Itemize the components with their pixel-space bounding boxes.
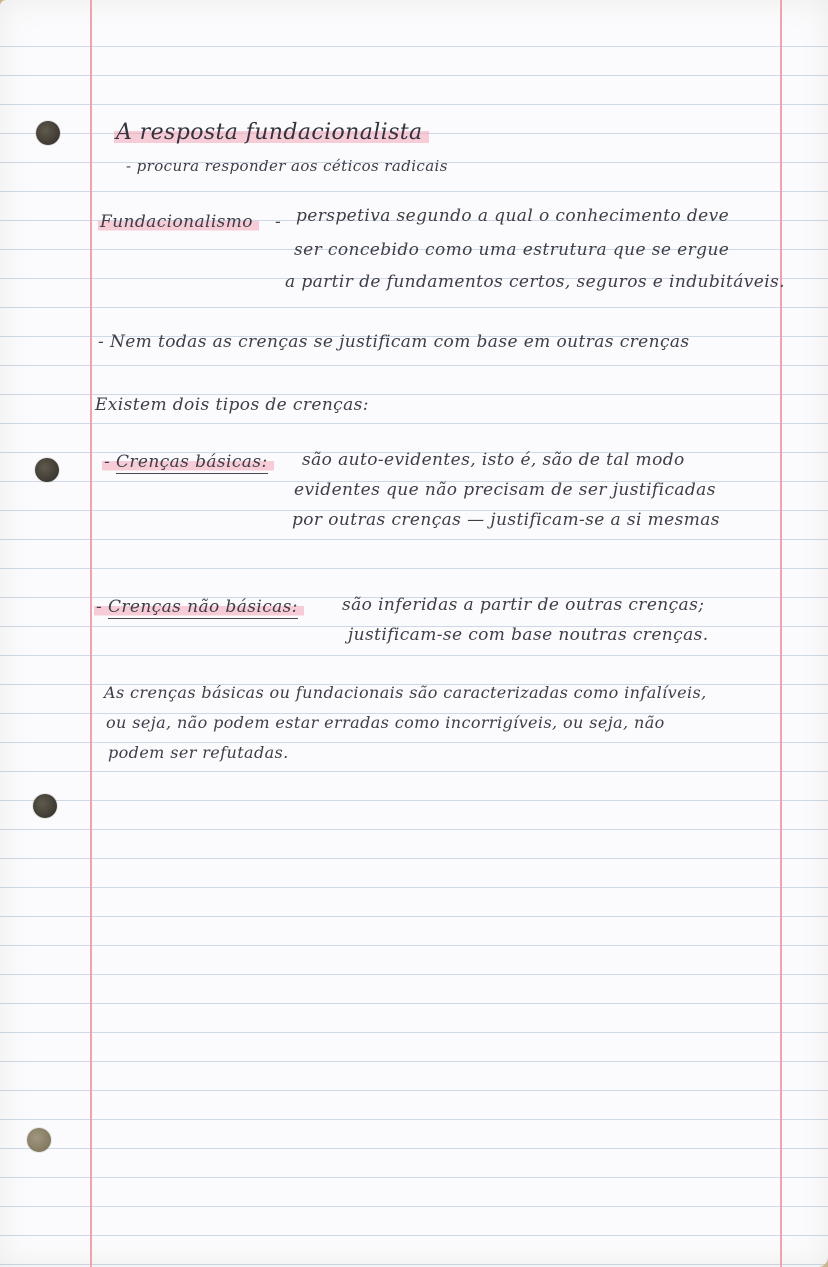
conclusion-line: ou seja, não podem estar erradas como incorrigíveis, ou seja, não bbox=[106, 713, 665, 732]
page-title bbox=[114, 120, 429, 145]
basic-beliefs-line: por outras crenças — justificam-se a si mesmas bbox=[292, 510, 720, 530]
basic-beliefs-highlight bbox=[102, 452, 274, 472]
conclusion-line: As crenças básicas ou fundacionais são caracterizadas como infalíveis, bbox=[104, 683, 707, 702]
basic-beliefs-line: evidentes que não precisam de ser justificadas bbox=[294, 480, 716, 500]
left-margin-line bbox=[90, 0, 92, 1267]
non-basic-beliefs-line: são inferidas a partir de outras crenças; bbox=[342, 595, 705, 615]
claim-text: - Nem todas as crenças se justificam com base em outras crenças bbox=[98, 332, 690, 352]
basic-beliefs-heading bbox=[102, 452, 274, 472]
non-basic-beliefs-dash: - bbox=[96, 597, 103, 617]
basic-beliefs-line: são auto-evidentes, isto é, são de tal modo bbox=[302, 450, 685, 470]
definition-dash: - bbox=[275, 212, 282, 232]
binder-hole bbox=[27, 1128, 51, 1152]
definition-term-text: Fundacionalismo bbox=[98, 212, 259, 232]
page-title-text: A resposta fundacionalista bbox=[114, 120, 429, 145]
binder-hole bbox=[33, 794, 57, 818]
basic-beliefs-term: Crenças básicas: bbox=[115, 452, 268, 472]
definition-line: ser concebido como uma estrutura que se ergue bbox=[294, 240, 730, 260]
non-basic-beliefs-term: Crenças não básicas: bbox=[107, 597, 298, 617]
non-basic-beliefs-heading bbox=[94, 597, 304, 617]
binder-hole bbox=[35, 458, 59, 482]
page-subtitle: - procura responder aos céticos radicais bbox=[126, 157, 448, 175]
non-basic-beliefs-line: justificam-se com base noutras crenças. bbox=[348, 625, 709, 645]
types-intro: Existem dois tipos de crenças: bbox=[95, 395, 369, 415]
definition-term bbox=[98, 212, 259, 232]
definition-line: perspetiva segundo a qual o conhecimento deve bbox=[296, 206, 730, 226]
right-margin-line bbox=[780, 0, 782, 1267]
non-basic-beliefs-highlight bbox=[94, 597, 304, 617]
definition-line: a partir de fundamentos certos, seguros e indubitáveis. bbox=[285, 272, 785, 292]
conclusion-line: podem ser refutadas. bbox=[108, 743, 289, 762]
binder-hole bbox=[36, 121, 60, 145]
basic-beliefs-dash: - bbox=[104, 452, 111, 472]
